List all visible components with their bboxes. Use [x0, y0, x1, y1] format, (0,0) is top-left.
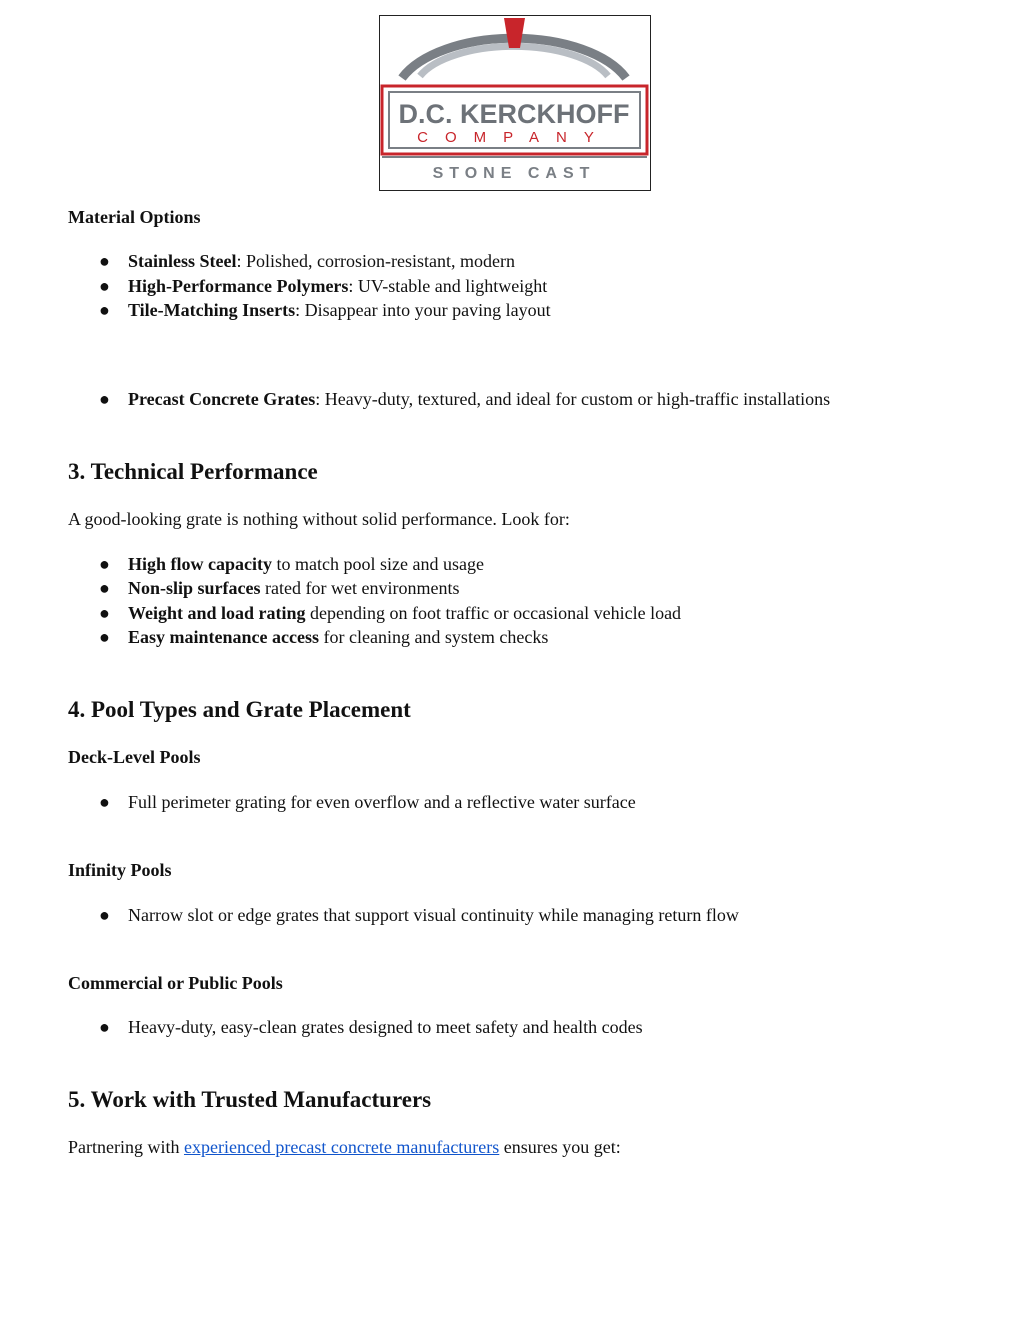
company-logo [379, 15, 651, 191]
list-item [128, 298, 551, 322]
manufacturers-paragraph [68, 1135, 621, 1159]
section-title: Deck-Level Pools [68, 747, 201, 767]
bullet: ● [99, 554, 110, 574]
list-item [128, 625, 548, 649]
item-bold: High flow capacity [128, 554, 272, 574]
paragraph-text: Partnering with [68, 1137, 184, 1157]
bullet: ● [99, 792, 110, 812]
list-item [128, 576, 459, 600]
technical-intro: A good-looking grate is nothing without solid performance. Look for: [68, 509, 570, 529]
item-text: : Polished, corrosion-resistant, modern [236, 251, 515, 271]
item-bold: High-Performance Polymers [128, 276, 349, 296]
bullet: ● [99, 300, 110, 320]
section-title: Commercial or Public Pools [68, 973, 283, 993]
list-item [128, 552, 484, 576]
material-options-heading: Material Options [68, 207, 201, 227]
item-bold: Tile-Matching Inserts [128, 300, 296, 320]
bullet: ● [99, 603, 110, 623]
list-item: Full perimeter grating for even overflow and a reflective water surface [128, 792, 636, 812]
technical-heading: 3. Technical Performance [68, 459, 318, 484]
item-text: depending on foot traffic or occasional vehicle load [305, 603, 682, 623]
bullet: ● [99, 276, 110, 296]
logo-line2: COMPANY [417, 129, 611, 146]
logo-graphic [380, 16, 649, 189]
item-text: for cleaning and system checks [318, 627, 549, 647]
bullet: ● [99, 627, 110, 647]
bullet: ● [99, 1017, 110, 1037]
list-item [128, 274, 547, 298]
item-bold: Stainless Steel [128, 251, 237, 271]
logo-line1: D.C. KERCKHOFF [398, 99, 630, 129]
list-item [128, 249, 515, 273]
bullet: ● [99, 905, 110, 925]
item-bold: Non-slip surfaces [128, 578, 261, 598]
section-title: Infinity Pools [68, 860, 172, 880]
list-item: Narrow slot or edge grates that support visual continuity while managing return flow [128, 905, 739, 925]
manufacturers-link[interactable]: experienced precast concrete manufacturers [183, 1137, 500, 1157]
list-item [128, 601, 681, 625]
item-text: : Heavy-duty, textured, and ideal for custom or high-traffic installations [315, 389, 831, 409]
pool-types-heading: 4. Pool Types and Grate Placement [68, 697, 411, 722]
item-bold: Precast Concrete Grates [128, 389, 316, 409]
list-item: Heavy-duty, easy-clean grates designed to meet safety and health codes [128, 1017, 643, 1037]
item-text: rated for wet environments [260, 578, 460, 598]
bullet: ● [99, 578, 110, 598]
item-text: : Disappear into your paving layout [295, 300, 551, 320]
bullet: ● [99, 389, 110, 409]
manufacturers-heading: 5. Work with Trusted Manufacturers [68, 1087, 432, 1112]
logo-line3: STONE CAST [432, 165, 596, 182]
paragraph-text: ensures you get: [499, 1137, 621, 1157]
item-text: : UV-stable and lightweight [348, 276, 548, 296]
item-text: to match pool size and usage [272, 554, 484, 574]
item-bold: Weight and load rating [128, 603, 306, 623]
item-bold: Easy maintenance access [128, 627, 319, 647]
list-item [128, 387, 830, 411]
bullet: ● [99, 251, 110, 271]
